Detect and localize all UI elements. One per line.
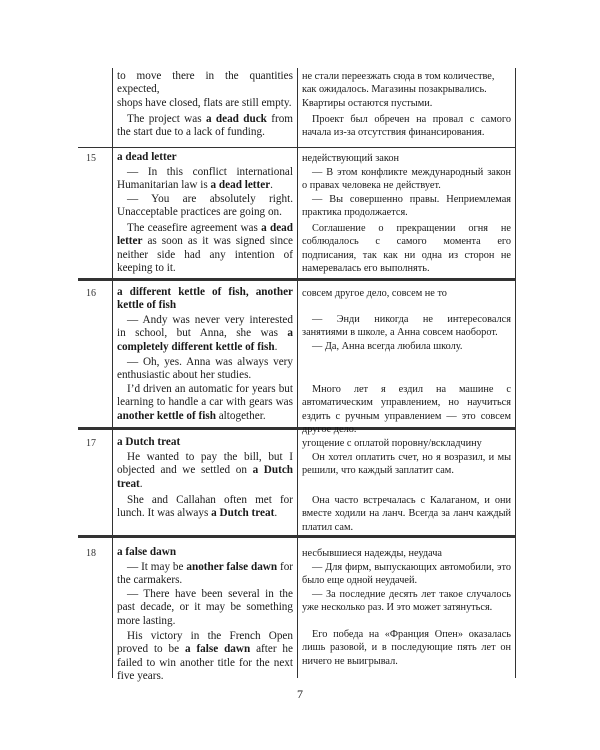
entry-translation: несбывшиеся надежды, неудача <box>302 548 442 559</box>
example-en: — You are absolutely right. Unacceptable practices are going on. <box>117 193 293 219</box>
row-divider-shadow <box>78 279 515 281</box>
carryover-example-en: The project was a dead duck from the start due to a lack of funding. <box>117 113 293 139</box>
carryover-en: to move there in the quantities expected, shops have closed, flats are still empty. <box>117 70 293 109</box>
example-en: His victory in the French Open proved to be a false dawn after he failed to win another title for the next five years. <box>117 630 293 682</box>
page-number: 7 <box>297 687 303 701</box>
entry-translation: недействующий закон <box>302 153 399 164</box>
entry-number: 16 <box>86 288 96 299</box>
example-ru: — В этом конфликте международный закон о правах человека не действует. <box>302 167 511 192</box>
example-ru: Он хотел оплатить счет, но я возразил, и мы решили, что каждый заплатит сам. <box>302 452 511 477</box>
example-ru: Его победа на «Франция Опен» оказалась лишь разовой, и в последующие пять лет он ничего не выигрывал. <box>302 629 511 667</box>
entry-translation: угощение с оплатой поровну/вскладчину <box>302 438 482 449</box>
example-en: — Oh, yes. Anna was always very enthusiastic about her studies. <box>117 356 293 382</box>
example-en: — Andy was never very interested in school, but Anna, she was a completely different kettle of fish. <box>117 314 293 353</box>
example-en: — It may be another false dawn for the carmakers. <box>117 561 294 587</box>
row-divider <box>78 147 515 148</box>
entry-term: a Dutch treat <box>117 436 181 448</box>
example-ru: — За последние десять лет такое случалось уже несколько раз. И это может затянуться. <box>302 589 511 614</box>
entry-number: 17 <box>86 438 96 449</box>
column-rule-number <box>112 68 113 678</box>
example-ru: — Да, Анна всегда любила школу. <box>312 341 463 352</box>
example-ru: Много лет я ездил на машине с автоматическим управлением, но научиться ездить с ручным управлением — это совсем другое дело. <box>302 384 511 435</box>
example-en: I’d driven an automatic for years but learning to handle a car with gears was another kettle of fish altogether. <box>117 383 293 422</box>
example-ru: — Энди никогда не интересовался занятиями в школе, а Анна совсем наоборот. <box>302 314 511 339</box>
example-en: He wanted to pay the bill, but I objected and we settled on a Dutch treat. <box>117 451 294 490</box>
example-en: — In this conflict international Humanitarian law is a dead letter. <box>117 166 293 192</box>
entry-term: a different kettle of fish, another kettle of fish <box>117 286 293 312</box>
example-ru: Она часто встречалась с Калаганом, и они вместе ходили на ланч. Всегда за ланч каждый платил сам. <box>302 495 511 533</box>
column-rule-right <box>515 68 516 678</box>
example-ru: — Вы совершенно правы. Неприемлемая практика продолжается. <box>302 194 511 219</box>
entry-term: a false dawn <box>117 546 177 558</box>
entry-number: 15 <box>86 153 96 164</box>
entry-translation: совсем другое дело, совсем не то <box>302 288 447 299</box>
example-en: The ceasefire agreement was a dead letter as soon as it was signed since neither side had any intention of keeping to it. <box>117 222 293 274</box>
example-en: — There have been several in the past decade, or it may be something more lasting. <box>117 588 293 627</box>
example-ru: Соглашение о прекращении огня не соблюдалось с самого момента его подписания, так как ни одна из сторон не намеревалась его выполнять. <box>302 223 511 274</box>
carryover-example-ru: Проект был обречен на провал с самого начала из-за отсутствия финансирования. <box>302 114 511 139</box>
entry-term: a dead letter <box>117 151 177 163</box>
entry-number: 18 <box>86 548 96 559</box>
example-en: She and Callahan often met for lunch. It was always a Dutch treat. <box>117 494 293 520</box>
example-ru: — Для фирм, выпускающих автомобили, это было еще одной неудачей. <box>302 562 511 587</box>
row-divider-shadow <box>78 536 515 538</box>
column-rule-middle <box>297 68 298 678</box>
carryover-ru: не стали переезжать сюда в том количестве, как ожидалось. Магазины позакрывались. Квартиры остаются пустыми. <box>302 71 495 109</box>
